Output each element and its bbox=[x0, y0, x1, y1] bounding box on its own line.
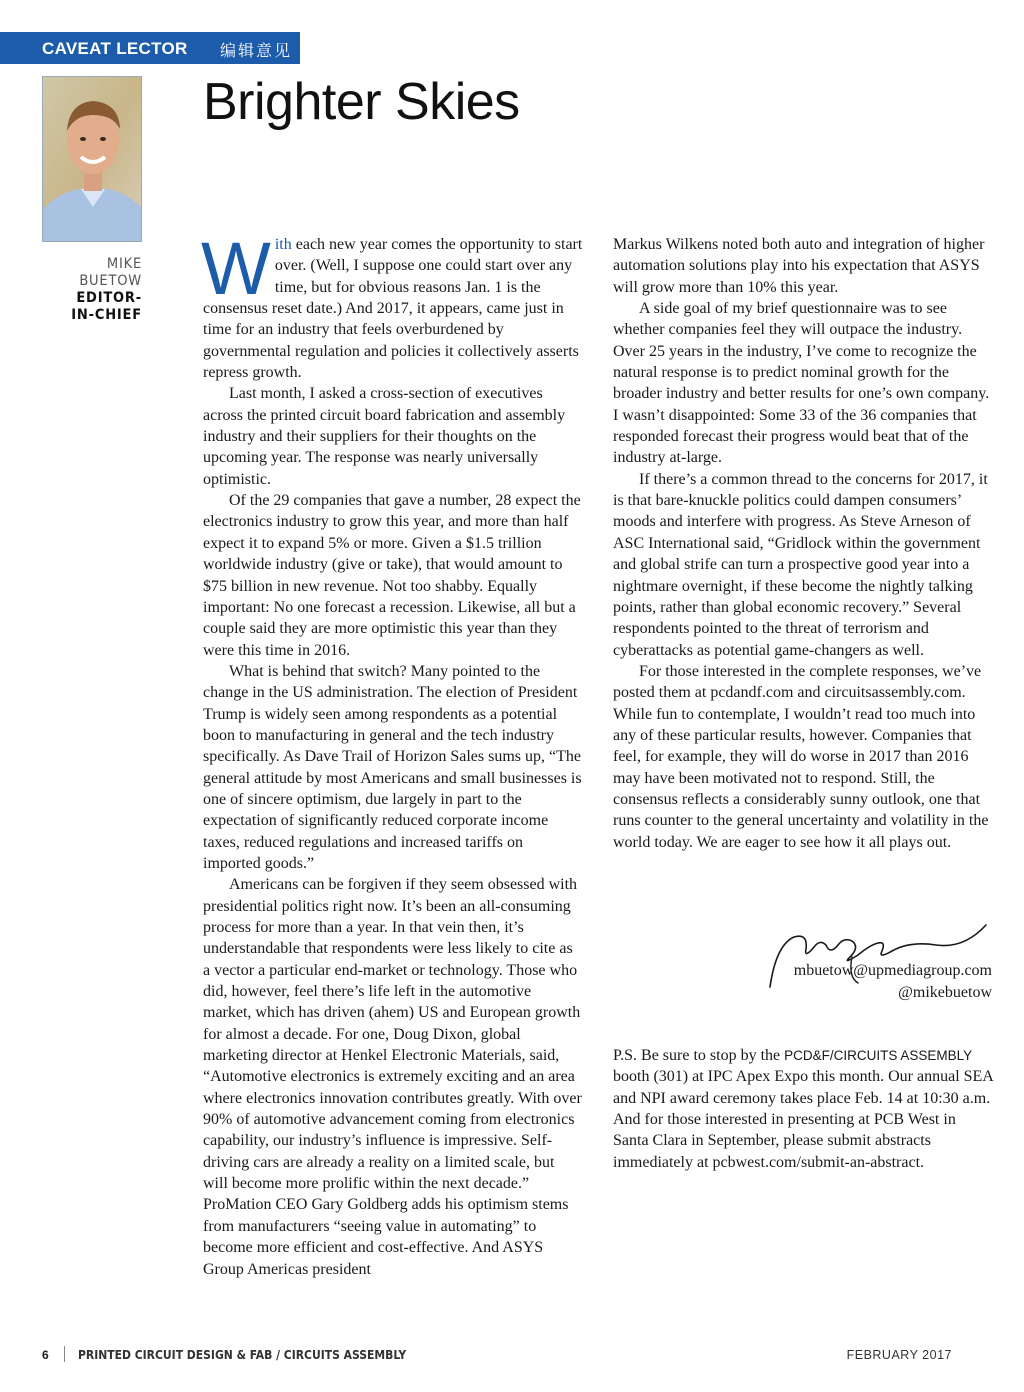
ps-start: P.S. Be sure to stop by the bbox=[613, 1047, 785, 1064]
publication-name: PRINTED CIRCUIT DESIGN & FAB / CIRCUITS ASSEMBLY bbox=[78, 1348, 407, 1362]
ps-text: booth (301) at IPC Apex Expo this month. Our annual SEA and NPI award ceremony takes place Feb. 14 at 10:30 a.m. And for those interested in presenting at PCB West in Santa Clara in September, please submit abstracts immediately at pcbwest.com/submit-an-abstract. bbox=[613, 1068, 993, 1171]
issue-date: FEBRUARY 2017 bbox=[846, 1348, 952, 1362]
body-paragraph: What is behind that switch? Many pointed to the change in the US administration. The election of President Trump is widely seen among respondents as a potential boon to manufacturing in general and the tech industry specifically. As Dave Trail of Horizon Sales sums up, “The general attitude by most Americans and small businesses is one of sincere optimism, due largely in part to the expectation of significantly reduced corporate income taxes, reduced regulations and increased tariffs on imported goods.” bbox=[203, 662, 582, 872]
body-paragraph: A side goal of my brief questionnaire was to see whether companies feel they will outpace the industry. Over 25 years in the industry, I’ve come to recognize the natural response is to predict nominal growth for the broader industry and better results for one’s own company. I wasn’t disappointed: Some 33 of the 36 companies that responded forecast their progress would beat that of the industry at-large. bbox=[613, 300, 990, 467]
article-column-right bbox=[613, 234, 993, 853]
body-paragraph: Of the 29 companies that gave a number, 28 expect the electronics industry to grow this year, and more than half expect it to expand 5% or more. Given a $1.5 trillion worldwide industry (give or take), that would amount to $75 billion in new revenue. Not too shabby. Equally important: No one forecast a recession. Likewise, all but a couple said they are more optimistic this year than they were this time in 2016. bbox=[203, 492, 581, 659]
drop-cap: W bbox=[201, 227, 271, 310]
header-divider bbox=[0, 63, 300, 64]
author-role-line1: EDITOR- bbox=[76, 290, 142, 306]
body-paragraph: If there’s a common thread to the concerns for 2017, it is that bare-knuckle politics could dampen consumers’ moods and interfere with progress. As Steve Arneson of ASC International said, “Gridlock within the government and global strife can turn a prospective good year into a nightmare overnight, if these become the nightly talking points, rather than global economic recovery.” Several respondents pointed to the threat of terrorism and cyberattacks as potential game-changers as well. bbox=[613, 470, 988, 659]
ps-brand: PCD&F/CIRCUITS ASSEMBLY bbox=[784, 1048, 973, 1063]
author-first-name: MIKE bbox=[106, 256, 142, 272]
body-paragraph: Last month, I asked a cross-section of executives across the printed circuit board fabrication and assembly industry and their suppliers for their thoughts on the upcoming year. The response was nearly universally optimistic. bbox=[203, 385, 566, 488]
body-paragraph: For those interested in the complete responses, we’ve posted them at pcdandf.com and circuitsassembly.com. While fun to contemplate, I wouldn’t read too much into any of these particular results, however. Companies that feel, for example, they will do worse in 2017 than 2016 may have been motivated not to respond. Still, the consensus reflects a considerably sunny outlook, one that runs counter to the general uncertainty and volatility in the world today. We are eager to see how it all plays out. bbox=[613, 662, 989, 851]
contact-info bbox=[794, 960, 992, 1003]
contact-twitter[interactable]: @mikebuetow bbox=[898, 983, 992, 1001]
author-photo bbox=[42, 76, 142, 242]
lead-text: each new year comes the opportunity to start over. (Well, I suppose one could start over any time, but for obvious reasons Jan. 1 is the consensus reset date.) And 2017, it appears, came just in time for an industry that feels overburdened by governmental regulation and policies it collectively asserts repress growth. bbox=[203, 236, 583, 382]
article-title: Brighter Skies bbox=[203, 73, 520, 131]
lead-start: ith bbox=[274, 236, 292, 253]
article-column-left bbox=[201, 227, 583, 1280]
postscript bbox=[613, 1045, 993, 1173]
author-role-line2: IN-CHIEF bbox=[71, 307, 142, 323]
lead-paragraph bbox=[201, 227, 583, 383]
section-header-bar bbox=[0, 32, 300, 64]
page-number: 6 bbox=[42, 1348, 49, 1362]
contact-email[interactable]: mbuetow@upmediagroup.com bbox=[793, 962, 992, 979]
body-paragraph-continued: Markus Wilkens noted both auto and integration of higher automation solutions play into his expectation that ASYS will grow more than 10% this year. bbox=[613, 236, 985, 296]
section-label: CAVEAT LECTOR bbox=[42, 39, 188, 58]
author-last-name: BUETOW bbox=[79, 273, 142, 289]
body-paragraph: Americans can be forgiven if they seem obsessed with presidential politics right now. It’s been an all-consuming process for more than a year. In that vein then, it’s understandable that respondents were less likely to cite as a vector a particular end-market or technology. Those who did, however, feel there’s life left in the automotive market, which has driven (ahem) US and European growth for almost a decade. For one, Doug Dixon, global marketing director at Henkel Electronic Materials, said, “Automotive electronics is extremely exciting and an area where electronics innovation contributes greatly. With over 90% of automotive advancement coming from electronics capability, our industry’s influence is impressive. Self-driving cars are already a reality on a limited scale, but will become more prolific within the next decade.” ProMation CEO Gary Goldberg adds his optimism stems from manufacturers “seeing value in automating” to become more efficient and cost-effective. And ASYS Group Americas president bbox=[203, 876, 582, 1278]
byline bbox=[71, 256, 142, 324]
footer-divider bbox=[64, 1346, 65, 1362]
section-label-chinese: 编辑意见 bbox=[220, 41, 293, 60]
